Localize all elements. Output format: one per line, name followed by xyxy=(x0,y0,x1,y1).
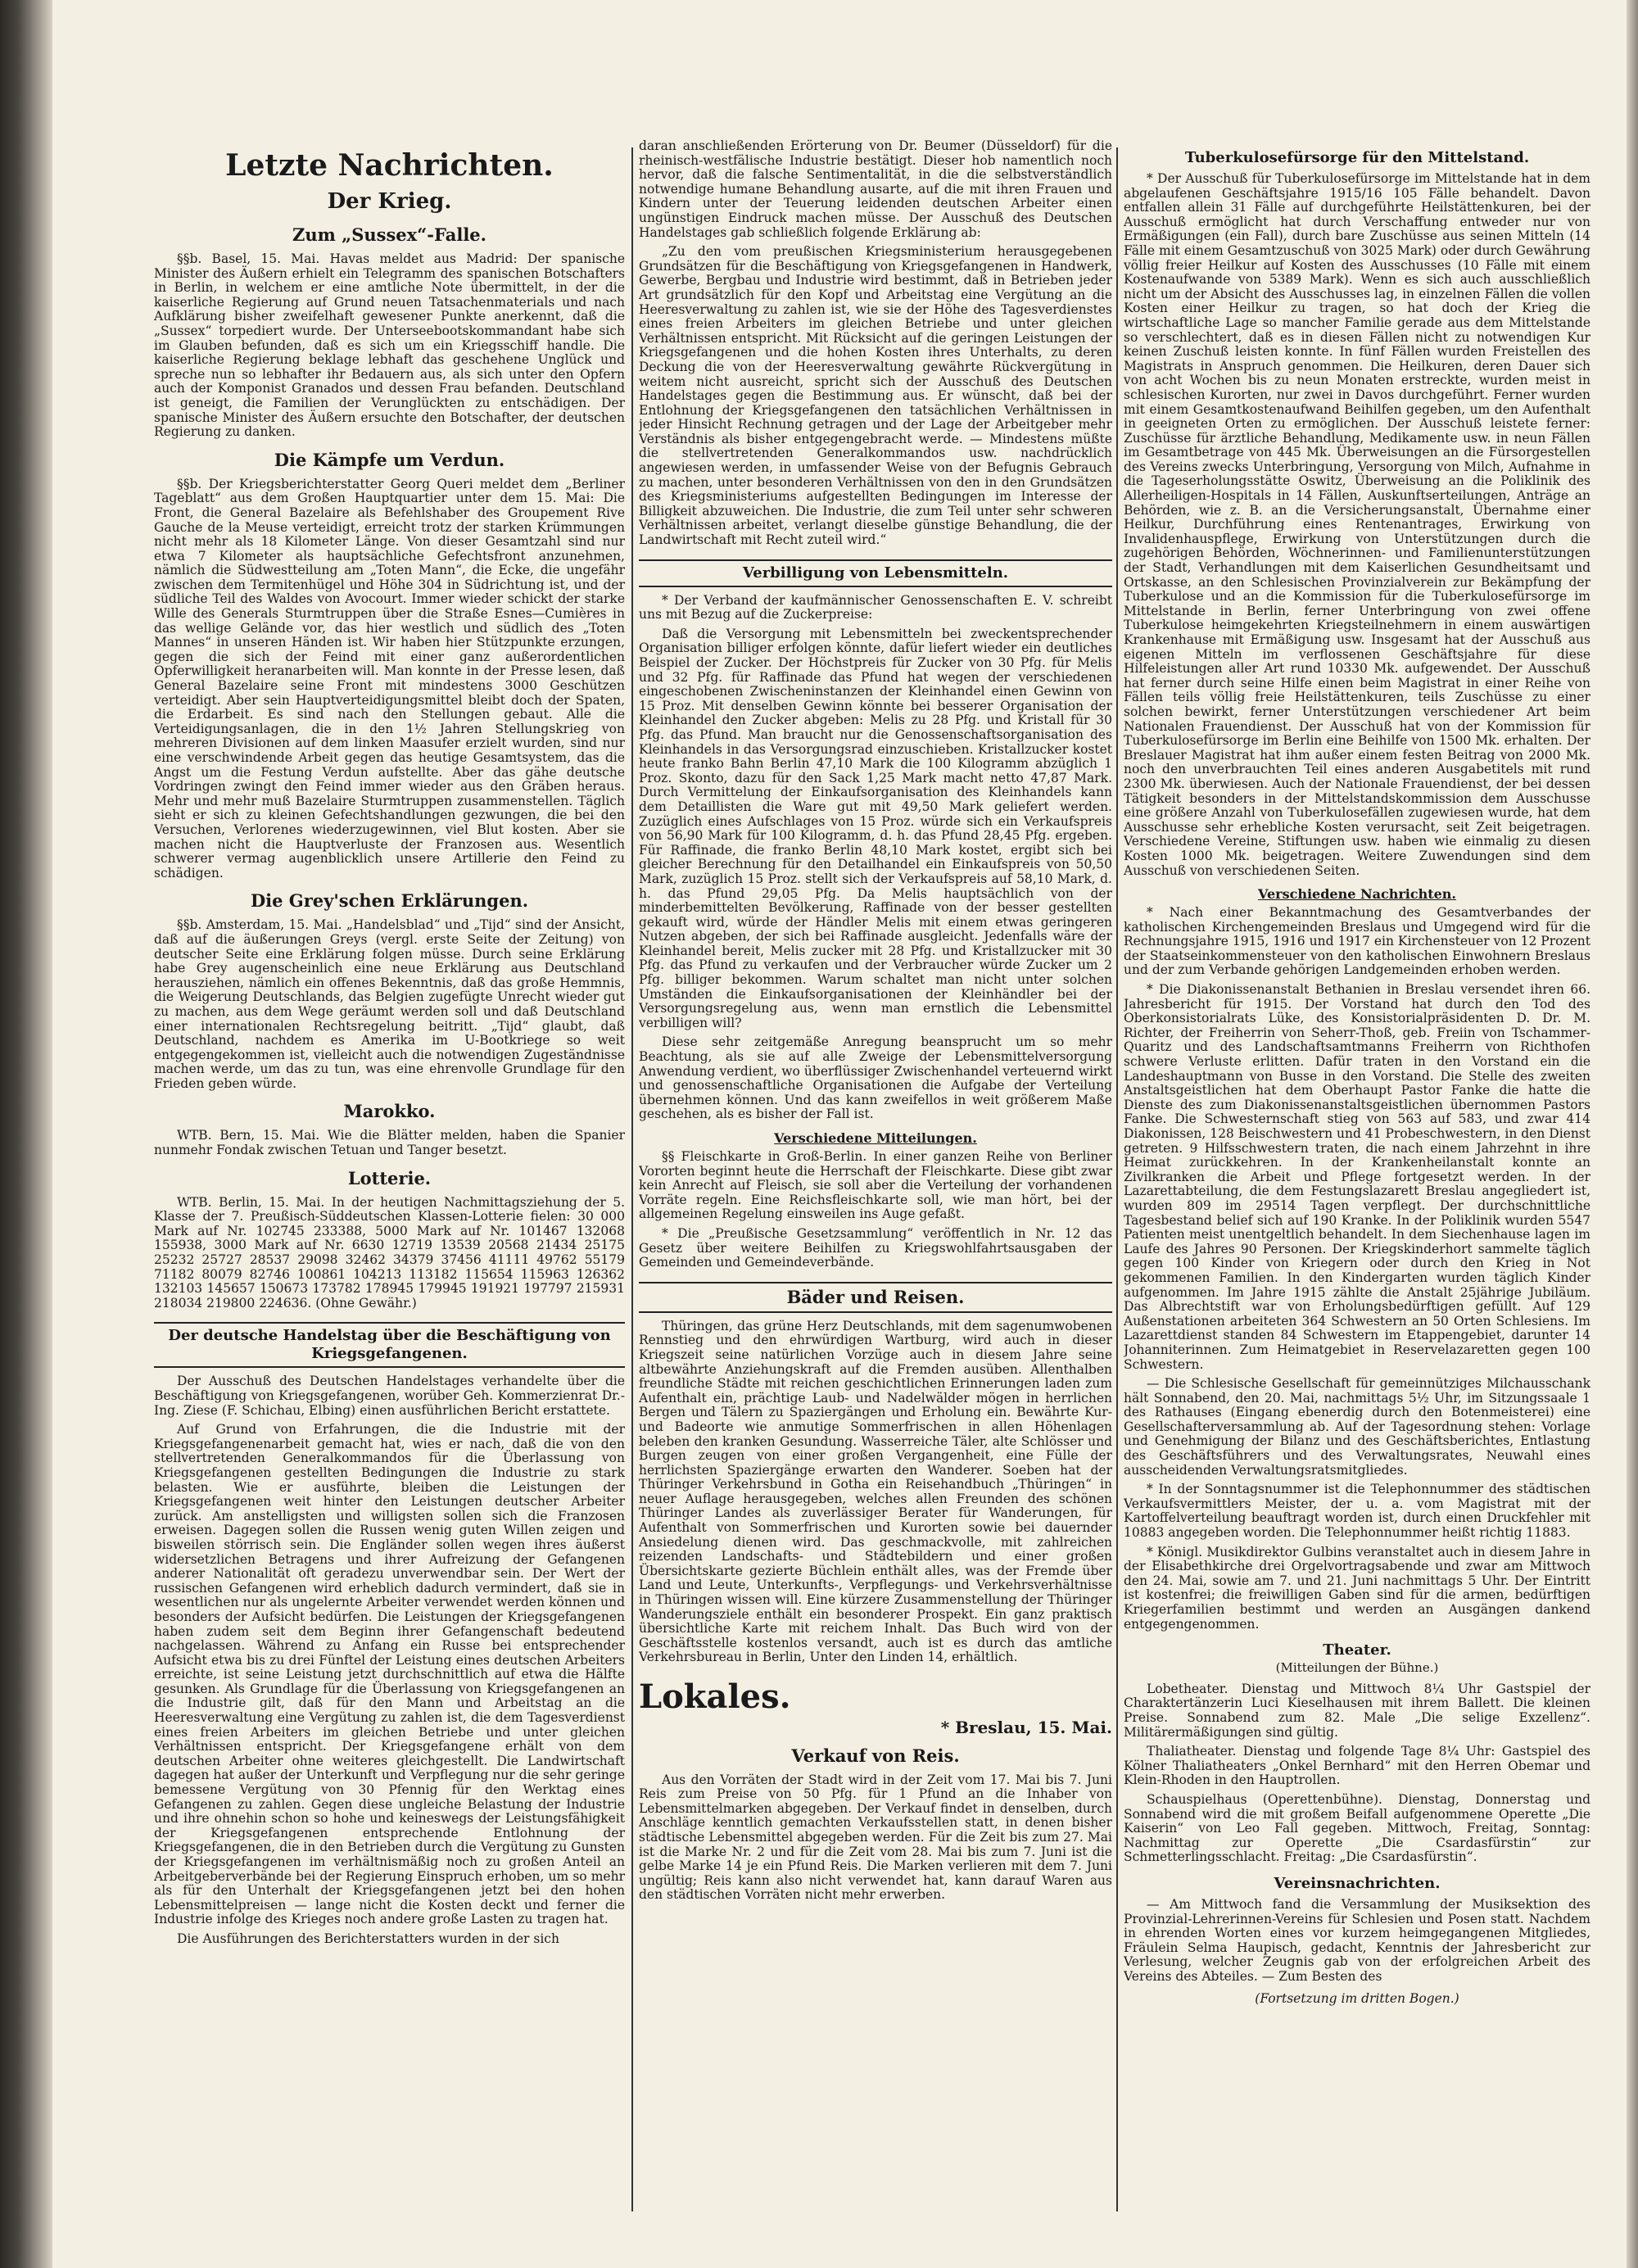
article-heading: Lotterie. xyxy=(347,1167,432,1188)
article-paragraph: Schauspielhaus (Operettenbühne). Dienstag, Donnerstag und Sonnabend wird die mit großem Beifall aufgenommene Operette „Die Kaiserin“ von Leo Fall gegeben. Mittwoch, Freitag, Sonntag: Nachmittag zur Operette „Die Csardasfürstin“ zur Schmetterlingsschlacht. Freitag: „Die Csardasfürstin“. xyxy=(1124,1791,1590,1865)
article-paragraph: * Der Verband der kaufmännischer Genossenschaften E. V. schreibt uns mit Bezug auf die Zuckerpreise: xyxy=(639,592,1112,622)
article-heading: Verkauf von Reis. xyxy=(791,1745,960,1766)
column-rule xyxy=(1116,147,1118,2211)
article-text: §§b. Basel, 15. Mai. Havas meldet aus Madrid: Der spanische Minister des Äußern erhielt ein Telegramm des spanischen Botschafters in Berlin, in welchem er eine amtliche Note übermittelt, in der die kaiserliche Regierung auf Grund neuen Tatsachenmaterials und nach Aufklärung bisher zweifelhaft gewesener Punkte anerkennt, daß die „Sussex“ torpediert wurde. Der Unterseebootskommandant habe sich im Glauben befunden, daß es sich um ein Kriegsschiff handle. Die kaiserliche Regierung beklage lebhaft das geschehene Unglück und spreche nun so lebhafter ihr Bedauern aus, als sich unter den Opfern auch der Komponist Granados und dessen Frau befanden. Deutschland ist geneigt, die Familien der Verunglückten zu entschädigen. Der spanische Minister des Äußern ersuchte den Botschafter, der deutschen Regierung zu danken. xyxy=(154,251,625,440)
article-heading: Die Grey'schen Erklärungen. xyxy=(250,890,529,912)
article-heading: Zum „Sussex“-Falle. xyxy=(292,224,486,245)
article-paragraph: Diese sehr zeitgemäße Anregung beansprucht um so mehr Beachtung, als sie auf alle Zweige der Lebensmittelversorgung Anwendung verdient, wo überflüssiger Zwischenhandel verteuernd wirkt und genossenschaftliche Organisationen die Aufgabe der Verteilung übernehmen können. Und das kann zweifellos in weit größerem Maße geschehen, als es bisher der Fall ist. xyxy=(639,1034,1112,1122)
article-text: * Der Ausschuß für Tuberkulosefürsorge im Mittelstande hat in dem abgelaufenen Geschäftsjahre 1915/16 105 Fälle behandelt. Davon entfallen allein 31 Fälle auf durchgeführte Heilstättenkuren, bei der Ausschuß ermöglicht hat durch Verschaffung entweder nur von Ermäßigungen (ein Fall), durch bare Zuschüsse aus seinen Mitteln (14 Fälle mit einem Gesamtzuschuß von 3025 Mark) oder durch Gewährung völlig freier Heilkur auf Kosten des Ausschusses (10 Fälle mit einem Kostenaufwande von 5389 Mark). Wenn es sich auch ausschließlich nicht um der Absicht des Ausschusses lag, in einzelnen Fällen die vollen Kosten einer Heilkur zu tragen, so hat doch der Krieg die wirtschaftliche Lage so mancher Familie gerade aus dem Mittelstande so verschlechtert, daß es in diesen Fällen nicht zu notwendigen Kur keinen Zuschuß leisten konnte. In fünf Fällen wurden Freistellen des Magistrats in Anspruch genommen. Die Heilkuren, deren Dauer sich von acht Wochen bis zu neun Monaten erstreckte, wurden meist in schlesischen Kurorten, nur zwei in Davos durchgeführt. Ferner wurden mit einem Gesamtkostenaufwand Beihilfen gegeben, um den Aufenthalt in geeigneten Orten zu ermöglichen. Der Ausschuß leistete ferner: Zuschüsse für ärztliche Behandlung, Medikamente usw. in neun Fällen im Gesamtbetrage von 445 Mk. Überweisungen an die Fürsorgestellen des Vereins zwecks Unterbringung, Versorgung von Milch, Aufnahme in die Tageserholungsstätte Oswitz, Überweisung an die Poliklinik des Allerheiligen-Hospitals in 14 Fällen, Auskunftserteilungen, Anträge an Behörden, wie z. B. an die Versicherungsanstalt, Übernahme einer Heilkur, Durchführung eines Rentenantrages, Erwirkung von Invalidenhauspflege, Erwirkung von Unterstützungen durch die zugehörigen Behörden, Wöchnerinnen- und Familienunterstützungen der Stadt, Verhandlungen mit dem Kaiserlichen Gesundheitsamt und Ortskasse, an den Schlesischen Provinzialverein zur Bekämpfung der Tuberkulose und an die Kommission für die Tuberkulosefürsorge im Mittelstande in Berlin, ferner Unterbringung von zwei offene Tuberkulose heimgekehrten Kriegsteilnehmern in einem auswärtigen Krankenhause mit Ermäßigung usw. Insgesamt hat der Ausschuß aus eigenen Mitteln im verflossenen Geschäftsjahre für diese Hilfeleistungen aller Art rund 10330 Mk. aufgewendet. Der Ausschuß hat ferner durch seine Hilfe einen beim Magistrat in einer Reihe von Fällen teils völlig freie Heilstättenkuren, teils Zuschüsse zu einer solchen bewirkt, ferner Unterstützungen verschiedener Art beim Nationalen Frauendienst. Der Ausschuß hat von der Kommission für Tuberkulosefürsorge im Berlin eine Beihilfe von 1500 Mk. erhalten. Der Breslauer Magistrat hat ihm außer einem festen Beitrag von 2000 Mk. noch den unverbrauchten Teil eines anderen Ausgabetitels mit rund 2300 Mk. überwiesen. Auch der Nationale Frauendienst, der bei dessen Tätigkeit besonders in der Mittelstandskommission dem Ausschusse eine größere Anzahl von Tuberkulosefällen zugewiesen wurde, hat dem Ausschusse sehr erhebliche Kosten verursacht, seit Zeit beigetragen. Verschiedene Vereine, Stiftungen usw. haben wie einmalig zu diesen Kosten 1000 Mk. beigetragen. Weitere Zuwendungen sind dem Ausschuß von verschiedenen Seiten. xyxy=(1124,171,1590,878)
article-paragraph: daran anschließenden Erörterung von Dr. Beumer (Düsseldorf) für die rheinisch-westfälische Industrie bestätigt. Dieser hob namentlich noch hervor, daß die falsche Sentimentalität, in die die selbstverständlich notwendige humane Behandlung ausarte, auf die mit ihren Frauen und Kindern unter der Teuerung leidenden deutschen Arbeiter einen ungünstigen Eindruck machen müsse. Der Ausschuß des Deutschen Handelstages gab schließlich folgende Erklärung ab: xyxy=(639,139,1112,240)
continuation-note: (Fortsetzung im dritten Bogen.) xyxy=(1255,1991,1459,2007)
main-heading: Letzte Nachrichten. xyxy=(225,148,554,183)
column-2 xyxy=(639,139,1112,2220)
article-heading: Theater. xyxy=(1323,1641,1391,1659)
article-text: WTB. Berlin, 15. Mai. In der heutigen Nachmittagsziehung der 5. Klasse der 7. Preußisch-Süddeutschen Klassen-Lotterie fielen: 30 000 Mark auf Nr. 102745 233388, 5000 Mark auf Nr. 101467 132068 155938, 3000 Mark auf Nr. 6630 12719 13539 20568 21434 25175 25232 25727 28537 29098 32462 34379 37456 41111 49762 55179 71182 80079 82746 100861 104213 113182 115654 115963 126362 132103 145657 150673 173782 178945 179945 191921 197797 215931 218034 219800 224636. (Ohne Gewähr.) xyxy=(154,1194,625,1311)
article-heading: Verschiedene Mitteilungen. xyxy=(774,1130,977,1146)
article-paragraph: Daß die Versorgung mit Lebensmitteln bei zweckentsprechender Organisation billiger erfolgen könnte, dafür liefert wieder ein deutliches Beispiel der Zucker. Der Höchstpreis für Zucker von 30 Pfg. für Melis und 32 Pfg. für Raffinade das Pfund hat wegen der verschiedenen eingeschobenen Zwischeninstanzen der Kleinhandel einen Gewinn von 15 Proz. Mit denselben Gewinn könnte bei besserer Organisation der Kleinhandel den Zucker abgeben: Melis zu 28 Pfg. und Kristall für 30 Pfg. das Pfund. Man braucht nur die Genossenschaftsorganisation des Kleinhandels in das Versorgungsrad einzuschieben. Kristallzucker kostet heute franko Bahn Berlin 47,10 Mark die 100 Kilogramm abzüglich 1 Proz. Skonto, dazu für den Sack 1,25 Mark macht netto 47,87 Mark. Durch Vermittelung der Einkaufsorganisation des Kleinhandels kann dem Detaillisten die Ware gut mit 49,50 Mark geliefert werden. Zuzüglich eines Aufschlages von 15 Proz. würde sich ein Verkaufspreis von 56,90 Mark für 100 Kilogramm, d. h. das Pfund 28,45 Pfg. ergeben. Für Raffinade, die franko Berlin 48,10 Mark kostet, ergibt sich bei gleicher Berechnung für den Detailhandel ein Einkaufspreis von 50,50 Mark, zuzüglich 15 Proz. stellt sich der Verkaufspreis auf 58,10 Mark, d. h. das Pfund 29,05 Pfg. Da Melis hauptsächlich von der minderbemittelten Bevölkerung, Raffinade von der besser gestellten gekauft wird, würde der Händler Melis mit einem etwas geringeren Nutzen abgeben, der sich bei Raffinade ausgleicht. Jedenfalls wäre der Kleinhandel bereit, Melis zucker mit 28 Pfg. und Kristallzucker mit 30 Pfg. das Pfund zu verkaufen und der Verbraucher würde Zucker um 2 Pfg. billiger bekommen. Warum schaltet man nicht unter solchen Umständen die Einkaufsorganisationen der Kleinhändler bei der Versorgungsregelung aus, wenn man ernstlich die Lebensmittel verbilligen will? xyxy=(639,626,1112,1030)
article-paragraph: * Königl. Musikdirektor Gulbins veranstaltet auch in diesem Jahre in der Elisabethkirche drei Orgelvortragsabende und zwar am Mittwoch den 24. Mai, sowie am 7. und 21. Juni nachmittags 5 Uhr. Der Eintritt ist kostenfrei; die freiwilligen Gaben sind für die armen, bedürftigen Kriegerfamilien bestimmt und werden an Ausgängen dankend entgegengenommen. xyxy=(1124,1544,1590,1632)
article-text: WTB. Bern, 15. Mai. Wie die Blätter melden, haben die Spanier nunmehr Fondak zwischen Tetuan und Tanger besetzt. xyxy=(154,1128,625,1158)
article-text: Thüringen, das grüne Herz Deutschlands, mit dem sagenumwobenen Rennstieg und den ehrwürdigen Wartburg, wird auch in dieser Kriegszeit seine natürlichen Vorzüge auch in diesem Jahre seine altbewährte Anziehungskraft auf die Fremden ausüben. Allenthalben freundliche Städte mit reichen geschichtlichen Erinnerungen laden zum Aufenthalt ein, prächtige Laub- und Nadelwälder mögen in herrlichen Bergen und Tälern zu Spaziergängen und Erholung ein. Bewährte Kur- und Badeorte wie anmutige Sommerfrischen in allen Höhenlagen beleben den kranken Gesundung. Wasserreiche Täler, alte Schlösser und Burgen zeugen von einer großen Vergangenheit, eine Fülle der herrlichsten Spaziergänge erwarten den Wanderer. Soeben hat der Thüringer Verkehrsbund in Gotha ein Reisehandbuch „Thüringen“ in neuer Auflage herausgegeben, welches allen Freunden des schönen Thüringer Landes als zuverlässiger Berater für Wanderungen, für Aufenthalt von Sommerfrischen und Kurorten sowie bei dauernder Ansiedelung dienen wird. Das geschmackvolle, mit zahlreichen reizenden Landschafts- und Städtebildern und einer großen Übersichtskarte gezierte Büchlein enthält alles, was der Fremde über Land und Leute, Unterkunfts-, Verpflegungs- und Verkehrsverhältnisse in Thüringen wissen will. Eine kürzere Zusammenstellung der Thüringer Wanderungsziele enthält ein besonderer Prospekt. Ein ganz praktisch übersichtliche Karte mit reichem Inhalt. Das Buch wird von der Geschäftsstelle kostenlos versandt, auch ist es durch das amtliche Verkehrsbureau in Berlin, Unter den Linden 14, erhältlich. xyxy=(639,1318,1112,1665)
article-text: §§b. Der Kriegsberichterstatter Georg Queri meldet dem „Berliner Tageblatt“ aus dem Großen Hauptquartier unter dem 15. Mai: Die Front, die General Bazelaire als Befehlshaber des Groupement Rive Gauche de la Meuse verteidigt, erreicht trotz der starken Krümmungen nicht mehr als 18 Kilometer Länge. Von dieser Gesamtzahl sind nur etwa 7 Kilometer als hauptsächliche Gefechtsfront anzunehmen, nämlich die Südwestteilung am „Toten Mann“, die Ecke, die ungefähr zwischen dem Termitenhügel und Höhe 304 in Südrichtung ist, und der südliche Teil des Waldes von Avocourt. Immer wieder schickt der starke Wille des Generals Sturmtruppen über die Straße Esnes—Cumières in das wellige Gelände vor, das hier westlich und südlich des „Toten Mannes“ in unseren Händen ist. Wir haben hier Stützpunkte erzungen, gegen die sich der Feind mit einer ganz außerordentlichen Opferwilligkeit heranarbeiten will. Man konnte in der Presse lesen, daß General Bazelaire seine Front mit mindestens 3000 Geschützen verteidigt. Aber sein Hauptverteidigungsmittel bleibt doch der Spaten, die Erdarbeit. Es sind nach den Stellungen gebaut. Alle die Verteidigungsanlagen, die in den 1½ Jahren Stellungskrieg von mehreren Divisionen auf dem linken Maasufer erzielt wurden, sind nur eine verschwindende Arbeit gegen das heutige Gesamtsystem, das die Angst um die Festung Verdun aufstellte. Aber das gähe deutsche Vordringen zwingt den Feind immer wieder aus den Gräben heraus. Mehr und mehr muß Bazelaire Sturmtruppen zusammenstellen. Täglich sieht er sich zu kleinen Gefechtshandlungen gezwungen, die bei den Versuchen, Verlorenes wiederzugewinnen, viel Blut kosten. Aber sie machen nicht die Hauptverluste der Franzosen aus. Wesentlich schwerer vermag augenblicklich unsere Artillerie den Feind zu schädigen. xyxy=(154,476,625,880)
article-subheading: (Mitteilungen der Bühne.) xyxy=(1275,1660,1439,1676)
article-heading: Verschiedene Nachrichten. xyxy=(1258,886,1456,903)
article-paragraph: * Nach einer Bekanntmachung des Gesamtverbandes der katholischen Kirchengemeinden Breslaus und Umgegend wird für die Rechnungsjahre 1915, 1916 und 1917 ein Kirchensteuer von 12 Prozent der Staatseinkommensteuer von den katholischen Einwohnern Breslaus und der zum Verbande gehörigen Landgemeinden erhoben werden. xyxy=(1124,905,1590,978)
section-heading: Bäder und Reisen. xyxy=(639,1282,1112,1313)
article-heading: Verbilligung von Lebensmitteln. xyxy=(639,559,1112,587)
section-heading: Lokales. xyxy=(639,1677,791,1716)
column-1 xyxy=(154,139,625,2220)
article-paragraph: * Die Diakonissenanstalt Bethanien in Breslau versendet ihren 66. Jahresbericht für 1915. Der Vorstand hat durch den Tod des Oberkonsistorialrats Lüke, des Konsistorialpräsidenten D. Dr. M. Richter, der Freiherrin von Seherr-Thoß, geb. Freiin von Tschammer-Quaritz und des Landschaftsamtmanns Freiherrn von Richthofen schwere Verluste erlitten. Dafür traten in den Vorstand ein die Landeshauptmann von Busse in den Vorstand. Die Stelle des zweiten Anstaltsgeistlichen hat dem Oberhaupt Pastor Fanke die hatte die Dienste des zum Diakonissenanstaltsgeistlichen übernommen Pastors Fanke. Die Schwesternschaft stieg von 563 auf 583, und zwar 414 Diakonissen, 128 Beischwestern und 41 Probeschwestern, in den Dienst getreten. 9 Hilfsschwestern traten, die nach einem Jahrzehnt in ihre Heimat zurückkehren. In der Krankenheilanstalt konnte an Zivilkranken die Arbeit und Pflege fortgesetzt werden. In der Lazarettabteilung, die dem Festungslazarett Breslau angegliedert ist, wurden 809 im 29514 Tagen verpflegt. Der durchschnittliche Tagesbestand belief sich auf 190 Kranke. In der Poliklinik wurden 5547 Patienten meist unentgeltlich behandelt. In dem Siechenhause lagen im Laufe des Jahres 90 Personen. Der Kriegskinderhort sammelte täglich gegen 100 Kinder von Kriegern oder durch den Krieg in Not gekommenen Familien. In den Kindergarten wurden täglich Kinder aufgenommen. Im Jahre 1915 zählte die Anstalt 25jährige Jubiläum. Das Albrechtstift war von Erholungsbedürftigen gefüllt. Auf 129 Außenstationen arbeiteten 364 Schwestern an 50 Orten Schlesiens. Im Lazarettdienst standen 84 Schwestern im Etappengebiet, darunter 14 Johanniterinnen. Zum Heimatgebiet in Reservelazaretten gegen 100 Schwestern. xyxy=(1124,982,1590,1372)
article-heading: Die Kämpfe um Verdun. xyxy=(274,449,505,470)
article-paragraph: Thaliatheater. Dienstag und folgende Tage 8¼ Uhr: Gastspiel des Kölner Thaliatheaters „Onkel Bernhard“ mit den Herren Obemar und Klein-Rhoden in den Hauptrollen. xyxy=(1124,1744,1590,1788)
article-heading: Marokko. xyxy=(343,1101,436,1122)
article-text: §§b. Amsterdam, 15. Mai. „Handelsblad“ und „Tijd“ sind der Ansicht, daß auf die äußerungen Greys (vergl. erste Seite der Zeitung) von deutscher Seite eine Erklärung folgen müsse. Durch seine Erklärung habe Grey augenscheinlich eine neue Erklärung aus Deutschland herausziehen, nämlich ein offenes Bekenntnis, daß das große Hemmnis, die Weigerung Deutschlands, das Belgien zugefügte Unrecht wieder gut zu machen, aus dem Wege geräumt werden soll und daß Deutschland einer internationalen Rechtsregelung beitritt. „Tijd“ glaubt, daß Deutschland, nachdem es Amerika im U-Bootkriege so weit entgegengekommen ist, vielleicht auch die notwendigen Zugeständnisse machen werde, um das zu tun, was eine ehrenvolle Grundlage für den Frieden geben würde. xyxy=(154,917,625,1091)
page-edge xyxy=(1627,0,1638,2268)
article-text: Aus den Vorräten der Stadt wird in der Zeit vom 17. Mai bis 7. Juni Reis zum Preise von 50 Pfg. für 1 Pfund an die Inhaber von Lebensmittelmarken abgegeben. Der Verkauf findet in denselben, durch Anschläge kenntlich gemachten Verkaufsstellen statt, in denen bisher städtische Lebensmittel abgegeben werden. Für die Zeit bis zum 27. Mai ist die Marke Nr. 2 und für die Zeit vom 28. Mai bis zum 7. Juni ist die gelbe Marke 14 je ein Pfund Reis. Die Marken verlieren mit dem 7. Juni ungültig; Reis kann also nicht verwendet hat, kann darauf Waren aus den städtischen Vorräten nicht mehr erwerben. xyxy=(639,1772,1112,1903)
article-paragraph: §§ Fleischkarte in Groß-Berlin. In einer ganzen Reihe von Berliner Vororten beginnt heute die Herrschaft der Fleischkarte. Diese gibt zwar kein Anrecht auf Fleisch, sie soll aber die Verteilung der vorhandenen Vorräte regeln. Eine Reichsfleischkarte soll, wie man hört, bei der allgemeinen Regelung einsweilen ins Auge gefaßt. xyxy=(639,1149,1112,1222)
article-paragraph: Auf Grund von Erfahrungen, die die Industrie mit der Kriegsgefangenenarbeit gemacht hat, wies er nach, daß die von den stellvertretenden Generalkommandos für die Überlassung von Kriegsgefangenen gestellten Bedingungen die Industrie zu stark belasten. Wie er ausführte, bleiben die Leistungen der Kriegsgefangenen weit hinter den Leistungen deutscher Arbeiter zurück. Am anstelligsten und willigsten sollen sich die Franzosen erweisen. Dagegen sollen die Russen wenig guten Willen zeigen und bisweilen störrisch sein. Die Engländer sollen wegen ihres äußerst widersetzlichen Betragens und ihrer Aufreizung der Gefangenen anderer Nationalität oft geradezu unverwendbar sein. Der Wert der russischen Gefangenen wird erheblich dadurch vermindert, daß sie in wesentlichen nur als ungelernte Arbeiter verwendet werden können und besonders der Aufsicht bedürfen. Die Leistungen der Kriegsgefangenen haben zudem seit dem Beginn ihrer Gefangenschaft bedeutend nachgelassen. Während zu Anfang ein Russe bei entsprechender Aufsicht etwa bis zu drei Fünftel der Leistung eines deutschen Arbeiters erreichte, ist seine Leistung jetzt durchschnittlich auf etwa die Hälfte gesunken. Als Grundlage für die Überlassung von Kriegsgefangenen an die Industrie gilt, daß für den Mann und Arbeitstag an die Heeresverwaltung eine Vergütung zu zahlen ist, die dem Tagesverdienst eines freien Arbeiters im gleichen Betriebe und unter gleichen Verhältnissen entspricht. Der Kriegsgefangene erhält von dem deutschen Arbeiter ohne weiteres gleichgestellt. Die Landwirtschaft dagegen hat außer der Unterkunft und Verpflegung nur die sehr geringe bemessene Vergütung von 30 Pfennig für den Werktag eines Gefangenen zu zahlen. Gegen diese ungleiche Belastung der Industrie und ihre ohnehin schon so hohe und keineswegs der Leistungsfähigkeit der Kriegsgefangenen entsprechende Entlohnung der Kriegsgefangenen, die in den Betrieben durch die Vergütung zu Gunsten der Kriegsgefangenen im verhältnismäßig noch zu großen Anteil an Arbeitgeberverbände bei der Regierung Einspruch erhoben, um so mehr als für den Unterhalt der Kriegsgefangenen jetzt bei den hohen Lebensmittelpreisen — lange nicht die Kosten deckt und ferner die Industrie infolge des Krieges noch andere große Lasten zu tragen hat. xyxy=(154,1422,625,1927)
article-paragraph: * In der Sonntagsnummer ist die Telephonnummer des städtischen Verkaufsvermittlers Meister, der u. a. vom Magistrat mit der Kartoffelverteilung beauftragt worden ist, durch einen Druckfehler mit 10883 angegeben worden. Die Telephonnummer heißt richtig 11883. xyxy=(1124,1482,1590,1541)
dateline: * Breslau, 15. Mai. xyxy=(940,1718,1112,1737)
article-text: — Am Mittwoch fand die Versammlung der Musiksektion des Provinzial-Lehrerinnen-Vereins für Schlesien und Posen statt. Nachdem in ehrenden Worten eines vor kurzem heimgegangenen Mitgliedes, Fräulein Selma Haupisch, gedacht, Kenntnis der Jahresbericht zur Verlesung, welcher Zeugnis gab von der erfolgreichen Arbeit des Vereins des Abteiles. — Zum Besten des xyxy=(1124,1896,1590,1984)
column-3 xyxy=(1124,139,1590,2220)
article-paragraph: Die Ausführungen des Berichterstatters wurden in der sich xyxy=(177,1931,559,1946)
article-heading: Vereinsnachrichten. xyxy=(1274,1874,1441,1892)
article-paragraph: Lobetheater. Dienstag und Mittwoch 8¼ Uhr Gastspiel der Charaktertänzerin Luci Kieselhausen mit ihrem Ballett. Die kleinen Preise. Sonnabend zum 82. Male „Die selige Exzellenz“. Militärermäßigungen sind gültig. xyxy=(1124,1681,1590,1740)
article-heading: Tuberkulosefürsorge für den Mittelstand. xyxy=(1184,149,1530,166)
column-rule xyxy=(631,147,633,2211)
article-paragraph: „Zu den vom preußischen Kriegsministerium herausgegebenen Grundsätzen für die Beschäftigung von Kriegsgefangenen in Handwerk, Gewerbe, Bergbau und Industrie wird bestimmt, daß in Betrieben jeder Art grundsätzlich für den Kopf und Arbeitstag eine Vergütung an die Heeresverwaltung zu zahlen ist, wie sie der Höhe des Tagesverdienstes eines freien Arbeiters im gleichen Betriebe und unter gleichen Verhältnissen entspricht. Mit Rücksicht auf die geringen Leistungen der Kriegsgefangenen und die hohen Kosten ihres Unterhalts, zu deren Deckung die von der Heeresverwaltung gewährte Rückvergütung in weitem nicht ausreicht, spricht sich der Ausschuß des Deutschen Handelstages gegen die Bestimmung aus. Er wünscht, daß bei der Entlohnung der Kriegsgefangenen den tatsächlichen Verhältnissen in jeder Hinsicht Rechnung getragen und der Lage der Arbeitgeber mehr Verständnis als bisher entgegengebracht werde. — Mindestens müßte die stellvertretenden Generalkommandos usw. nachdrücklich angewiesen werden, in umfassender Weise von der Befugnis Gebrauch zu machen, unter besonderen Verhältnissen von den in den Grundsätzen des Kriegsministeriums aufgestellten Bedingungen im Interesse der Billigkeit abzuweichen. Die Industrie, die zum Teil unter sehr schweren Verhältnissen arbeitet, verlangt dieselbe günstige Behandlung, die der Landwirtschaft mit Recht zuteil wird.“ xyxy=(639,244,1112,548)
war-heading: Der Krieg. xyxy=(327,189,452,214)
article-paragraph: Der Ausschuß des Deutschen Handelstages verhandelte über die Beschäftigung von Kriegsgefangenen, worüber Geh. Kommerzienrat Dr.-Ing. Ziese (F. Schichau, Elbing) einen ausführlichen Bericht erstattete. xyxy=(154,1374,625,1418)
article-heading: Der deutsche Handelstag über die Beschäftigung von Kriegsgefangenen. xyxy=(154,1322,625,1368)
article-paragraph: — Die Schlesische Gesellschaft für gemeinnütziges Milchausschank hält Sonnabend, den 20. Mai, nachmittags 5½ Uhr, im Sitzungssaale 1 des Rathauses (Eingang ebenerdig durch den Botenmeisterei) eine Gesellschafterversammlung ab. Auf der Tagesordnung stehen: Vorlage und Genehmigung der Bilanz und des Geschäftsberichtes, Entlastung des Geschäftsführers und des Verwaltungsrates, Neuwahl eines ausscheidenden Verwaltungsratsmitgliedes. xyxy=(1124,1376,1590,1478)
article-paragraph: * Die „Preußische Gesetzsammlung“ veröffentlich in Nr. 12 das Gesetz über weitere Beihilfen zu Kriegswohlfahrtsausgaben der Gemeinden und Gemeindeverbände. xyxy=(639,1225,1112,1270)
binding-edge xyxy=(0,0,52,2268)
